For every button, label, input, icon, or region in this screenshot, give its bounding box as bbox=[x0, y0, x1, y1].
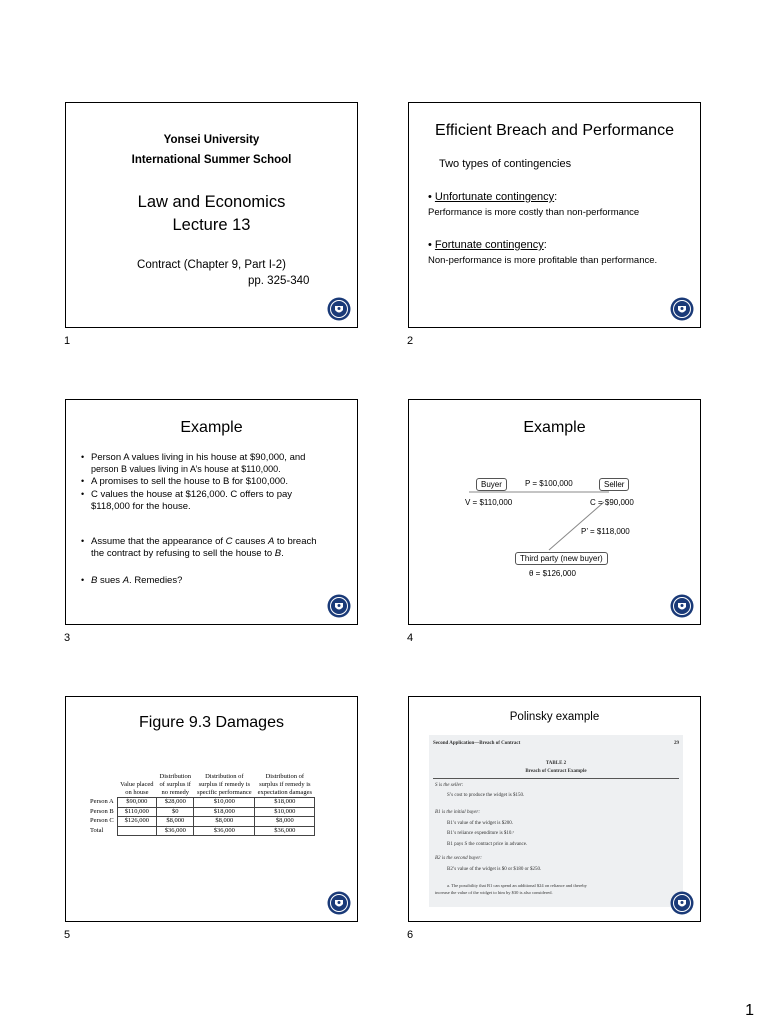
photo-page-number: 29 bbox=[674, 741, 679, 746]
topic-text: Contract (Chapter 9, Part I-2) bbox=[137, 259, 286, 271]
third-party-box: Third party (new buyer) bbox=[515, 552, 608, 565]
slide-subtitle: Two types of contingencies bbox=[439, 158, 572, 170]
bullet-text: Performance is more costly than non-performance bbox=[428, 207, 640, 218]
photo-footnote: increase the value of the widget to him by $30 is also considered. bbox=[435, 890, 553, 895]
column-header: Distribution of surplus if remedy is specific performance bbox=[196, 773, 252, 796]
damages-table bbox=[90, 773, 315, 836]
bullet-label: Fortunate contingency bbox=[434, 239, 544, 251]
slide-5 bbox=[65, 696, 358, 922]
university-seal-icon bbox=[327, 297, 351, 321]
third-party-value-label: θ = $126,000 bbox=[529, 569, 576, 578]
slide-3 bbox=[65, 399, 358, 625]
bullet-line: Person A values living in his house at $90,000, and bbox=[91, 452, 306, 463]
column-header: Distribution of surplus if remedy is expectation damages bbox=[257, 773, 312, 796]
bullet-4: • Assume that the appearance of C causes A to breach the contract by refusing to sell the house to B. bbox=[81, 536, 317, 559]
bullet-line: $118,000 for the house. bbox=[91, 500, 191, 512]
pages-text: pp. 325-340 bbox=[248, 275, 310, 287]
slide-1 bbox=[65, 102, 358, 328]
bullet-line: C values the house at $126,000. C offers to pay bbox=[91, 489, 293, 500]
diagram-lines bbox=[409, 400, 701, 625]
lecture-title: Lecture 13 bbox=[172, 216, 251, 234]
slide-number: 5 bbox=[64, 929, 71, 941]
photo-table-title: Breach of Contract Example bbox=[525, 769, 587, 774]
photo-line: B2’s value of the widget is $0 or $180 or $250. bbox=[447, 867, 542, 872]
bullet-label: Unfortunate contingency bbox=[434, 191, 555, 203]
photo-line: B2 is the second buyer: bbox=[435, 856, 482, 861]
slide-title: Example bbox=[180, 419, 243, 436]
slide-number: 1 bbox=[64, 335, 71, 347]
table-row: Person C $126,000 $8,000 $8,000 $8,000 bbox=[90, 817, 315, 827]
slide-title: Example bbox=[523, 419, 586, 436]
photo-line: S is the seller: bbox=[435, 783, 464, 788]
photo-line: B1’s reliance expenditure is $10.ᵃ bbox=[447, 831, 515, 836]
bullet-5: • B sues A. Remedies? bbox=[81, 575, 183, 586]
university-seal-icon bbox=[670, 297, 694, 321]
bullet-text: Non-performance is more profitable than performance. bbox=[428, 255, 658, 266]
photo-line: B1 pays S the contract price in advance. bbox=[447, 842, 528, 847]
bullet-3: • C values the house at $126,000. C offers to pay $118,000 for the house. bbox=[81, 489, 293, 512]
bullet-unfortunate: • Unfortunate contingency: bbox=[428, 191, 558, 203]
buyer-value-label: V = $110,000 bbox=[465, 498, 513, 507]
university-seal-icon bbox=[327, 891, 351, 915]
program-name: International Summer School bbox=[131, 154, 292, 166]
bullet-line: A promises to sell the house to B for $100,000. bbox=[91, 476, 288, 487]
table-row: Total $36,000 $36,000 $36,000 bbox=[90, 826, 315, 836]
book-page-photo bbox=[429, 735, 683, 907]
page-number: 1 bbox=[745, 1002, 754, 1019]
bullet-fortunate: • Fortunate contingency: bbox=[428, 239, 547, 251]
slide-6 bbox=[408, 696, 701, 922]
course-title: Law and Economics bbox=[137, 193, 286, 211]
photo-header: Second Application—Breach of Contract bbox=[433, 741, 521, 746]
table-row: Person A $90,000 $28,000 $10,000 $18,000 bbox=[90, 798, 315, 808]
photo-line: S’s cost to produce the widget is $150. bbox=[447, 793, 525, 798]
new-price-label: P’ = $118,000 bbox=[581, 527, 630, 536]
slide-2 bbox=[408, 102, 701, 328]
slide-4 bbox=[408, 399, 701, 625]
university-seal-icon bbox=[670, 594, 694, 618]
price-label: P = $100,000 bbox=[525, 479, 573, 488]
photo-line: B1 is the initial buyer: bbox=[435, 810, 480, 815]
photo-footnote: a. The possibility that B1 can spend an additional $24 on reliance and thereby bbox=[447, 883, 587, 888]
column-header: Distribution of surplus if no remedy bbox=[159, 773, 191, 796]
table-header-row bbox=[90, 773, 315, 798]
slide-number: 3 bbox=[64, 632, 71, 644]
bullet-1: • Person A values living in his house at $90,000, and person B values living in A’s house at $110,000. bbox=[81, 452, 306, 474]
photo-table-label: TABLE 2 bbox=[545, 761, 567, 766]
slide-number: 2 bbox=[407, 335, 414, 347]
slide-number: 4 bbox=[407, 632, 414, 644]
university-seal-icon bbox=[327, 594, 351, 618]
bullet-2: • A promises to sell the house to B for $100,000. bbox=[81, 476, 288, 487]
seller-box: Seller bbox=[599, 478, 629, 491]
column-header: Value placed on house bbox=[120, 781, 154, 796]
buyer-box: Buyer bbox=[476, 478, 507, 491]
photo-rule bbox=[433, 778, 679, 779]
university-seal-icon bbox=[670, 891, 694, 915]
bullet-line: person B values living in A’s house at $110,000. bbox=[91, 463, 281, 474]
photo-line: B1’s value of the widget is $200. bbox=[447, 821, 513, 826]
seller-cost-label: C = $90,000 bbox=[590, 498, 634, 507]
slide-title: Efficient Breach and Performance bbox=[435, 122, 674, 139]
table-row: Person B $110,000 $0 $18,000 $10,000 bbox=[90, 807, 315, 817]
slide-title: Figure 9.3 Damages bbox=[139, 714, 284, 731]
school-name: Yonsei University bbox=[163, 134, 260, 146]
slide-number: 6 bbox=[407, 929, 414, 941]
slide-title: Polinsky example bbox=[509, 711, 600, 723]
